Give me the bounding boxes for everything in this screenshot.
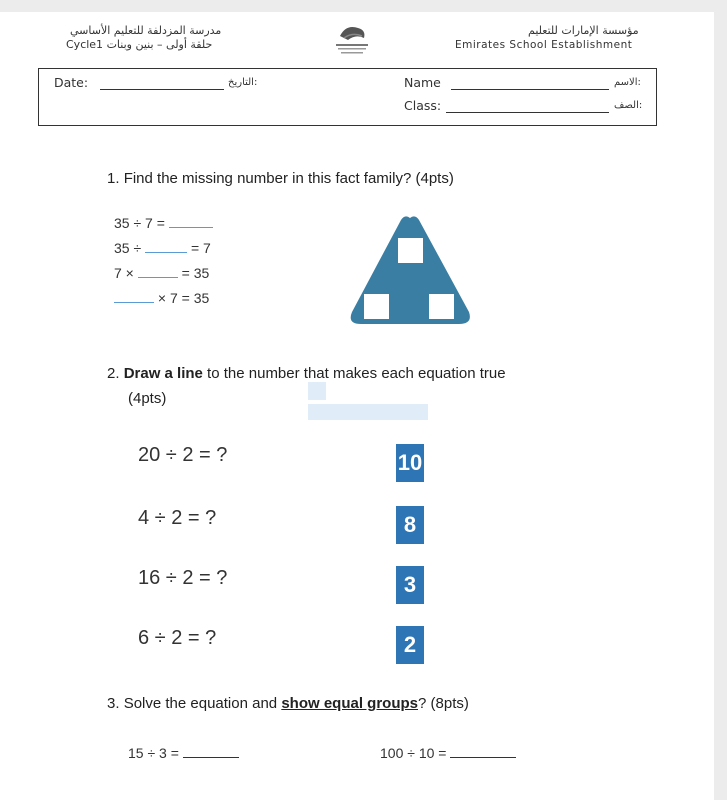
solve-equation-2-text: 100 ÷ 10 = [380,745,447,761]
fact-equation-2-text-b: = 7 [190,240,211,256]
solve-equation-2-answer[interactable] [450,757,516,758]
class-field[interactable] [446,112,609,113]
division-equation-4: 6 ÷ 2 = ? [138,627,217,649]
question-3 [107,695,469,712]
org-name-arabic: مؤسسة الإمارات للتعليم [528,24,639,37]
date-field[interactable] [100,89,224,90]
school-name-arabic: مدرسة المزدلفة للتعليم الأساسي [70,24,222,37]
ministry-logo-icon [332,22,372,58]
answer-box-1[interactable]: 10 [396,444,424,482]
fact-equation-1 [114,215,213,231]
fact-equation-3-text-a: 7 × [114,265,134,281]
fact-equation-1-blank[interactable] [169,227,213,228]
question-3-text-c: ? (8pts) [418,695,469,712]
name-field[interactable] [451,89,609,90]
cycle-label: Cycle1 حلقة أولى – بنين وبنات [66,38,213,51]
question-1 [107,170,454,187]
answer-box-3[interactable]: 3 [396,566,424,604]
fact-equation-3 [114,265,209,281]
fact-equation-1-text: 35 ÷ 7 = [114,215,165,231]
date-label: Date: [54,75,89,90]
fact-family-triangle [345,212,475,328]
watermark-logo-icon [300,368,440,428]
question-1-number: 1. [107,170,120,187]
question-3-number: 3. [107,695,120,712]
triangle-top-box[interactable] [398,238,423,263]
question-2-points: (4pts) [128,390,167,407]
question-3-emphasis: show equal groups [281,695,418,712]
fact-equation-4 [114,290,209,306]
answer-box-4[interactable]: 2 [396,626,424,664]
name-label-arabic: الاسم: [614,77,641,88]
solve-equation-1-answer[interactable] [183,757,239,758]
solve-equation-1 [128,745,239,761]
class-label-arabic: الصف: [614,100,643,111]
question-3-text-a: Solve the equation and [123,695,282,712]
fact-equation-2-text-a: 35 ÷ [114,240,142,256]
solve-equation-2 [380,745,516,761]
question-1-text-b: number in this fact family? (4pts) [237,170,454,187]
class-label: Class: [404,98,442,113]
solve-equation-1-text: 15 ÷ 3 = [128,745,179,761]
answer-box-2[interactable]: 8 [396,506,424,544]
fact-equation-3-blank[interactable] [138,277,178,278]
triangle-left-box[interactable] [364,294,389,319]
question-2-number: 2. [107,365,120,382]
fact-equation-3-text-b: = 35 [181,265,210,281]
division-equation-1: 20 ÷ 2 = ? [138,444,228,466]
question-2-text: to the number that makes each equation true [202,365,506,382]
question-2-bold-text: Draw a line [123,365,203,382]
student-info-box [38,68,657,126]
fact-equation-2-blank[interactable] [145,252,187,253]
date-label-arabic: التاريخ: [228,77,258,88]
division-equation-3: 16 ÷ 2 = ? [138,567,228,589]
question-1-text-a: Find the missing [123,170,238,187]
fact-equation-2 [114,240,211,256]
triangle-right-box[interactable] [429,294,454,319]
division-equation-2: 4 ÷ 2 = ? [138,507,217,529]
name-label: Name [404,75,441,90]
org-name-english: Emirates School Establishment [455,39,633,51]
fact-equation-4-text: × 7 = 35 [157,290,210,306]
fact-equation-4-blank[interactable] [114,302,154,303]
